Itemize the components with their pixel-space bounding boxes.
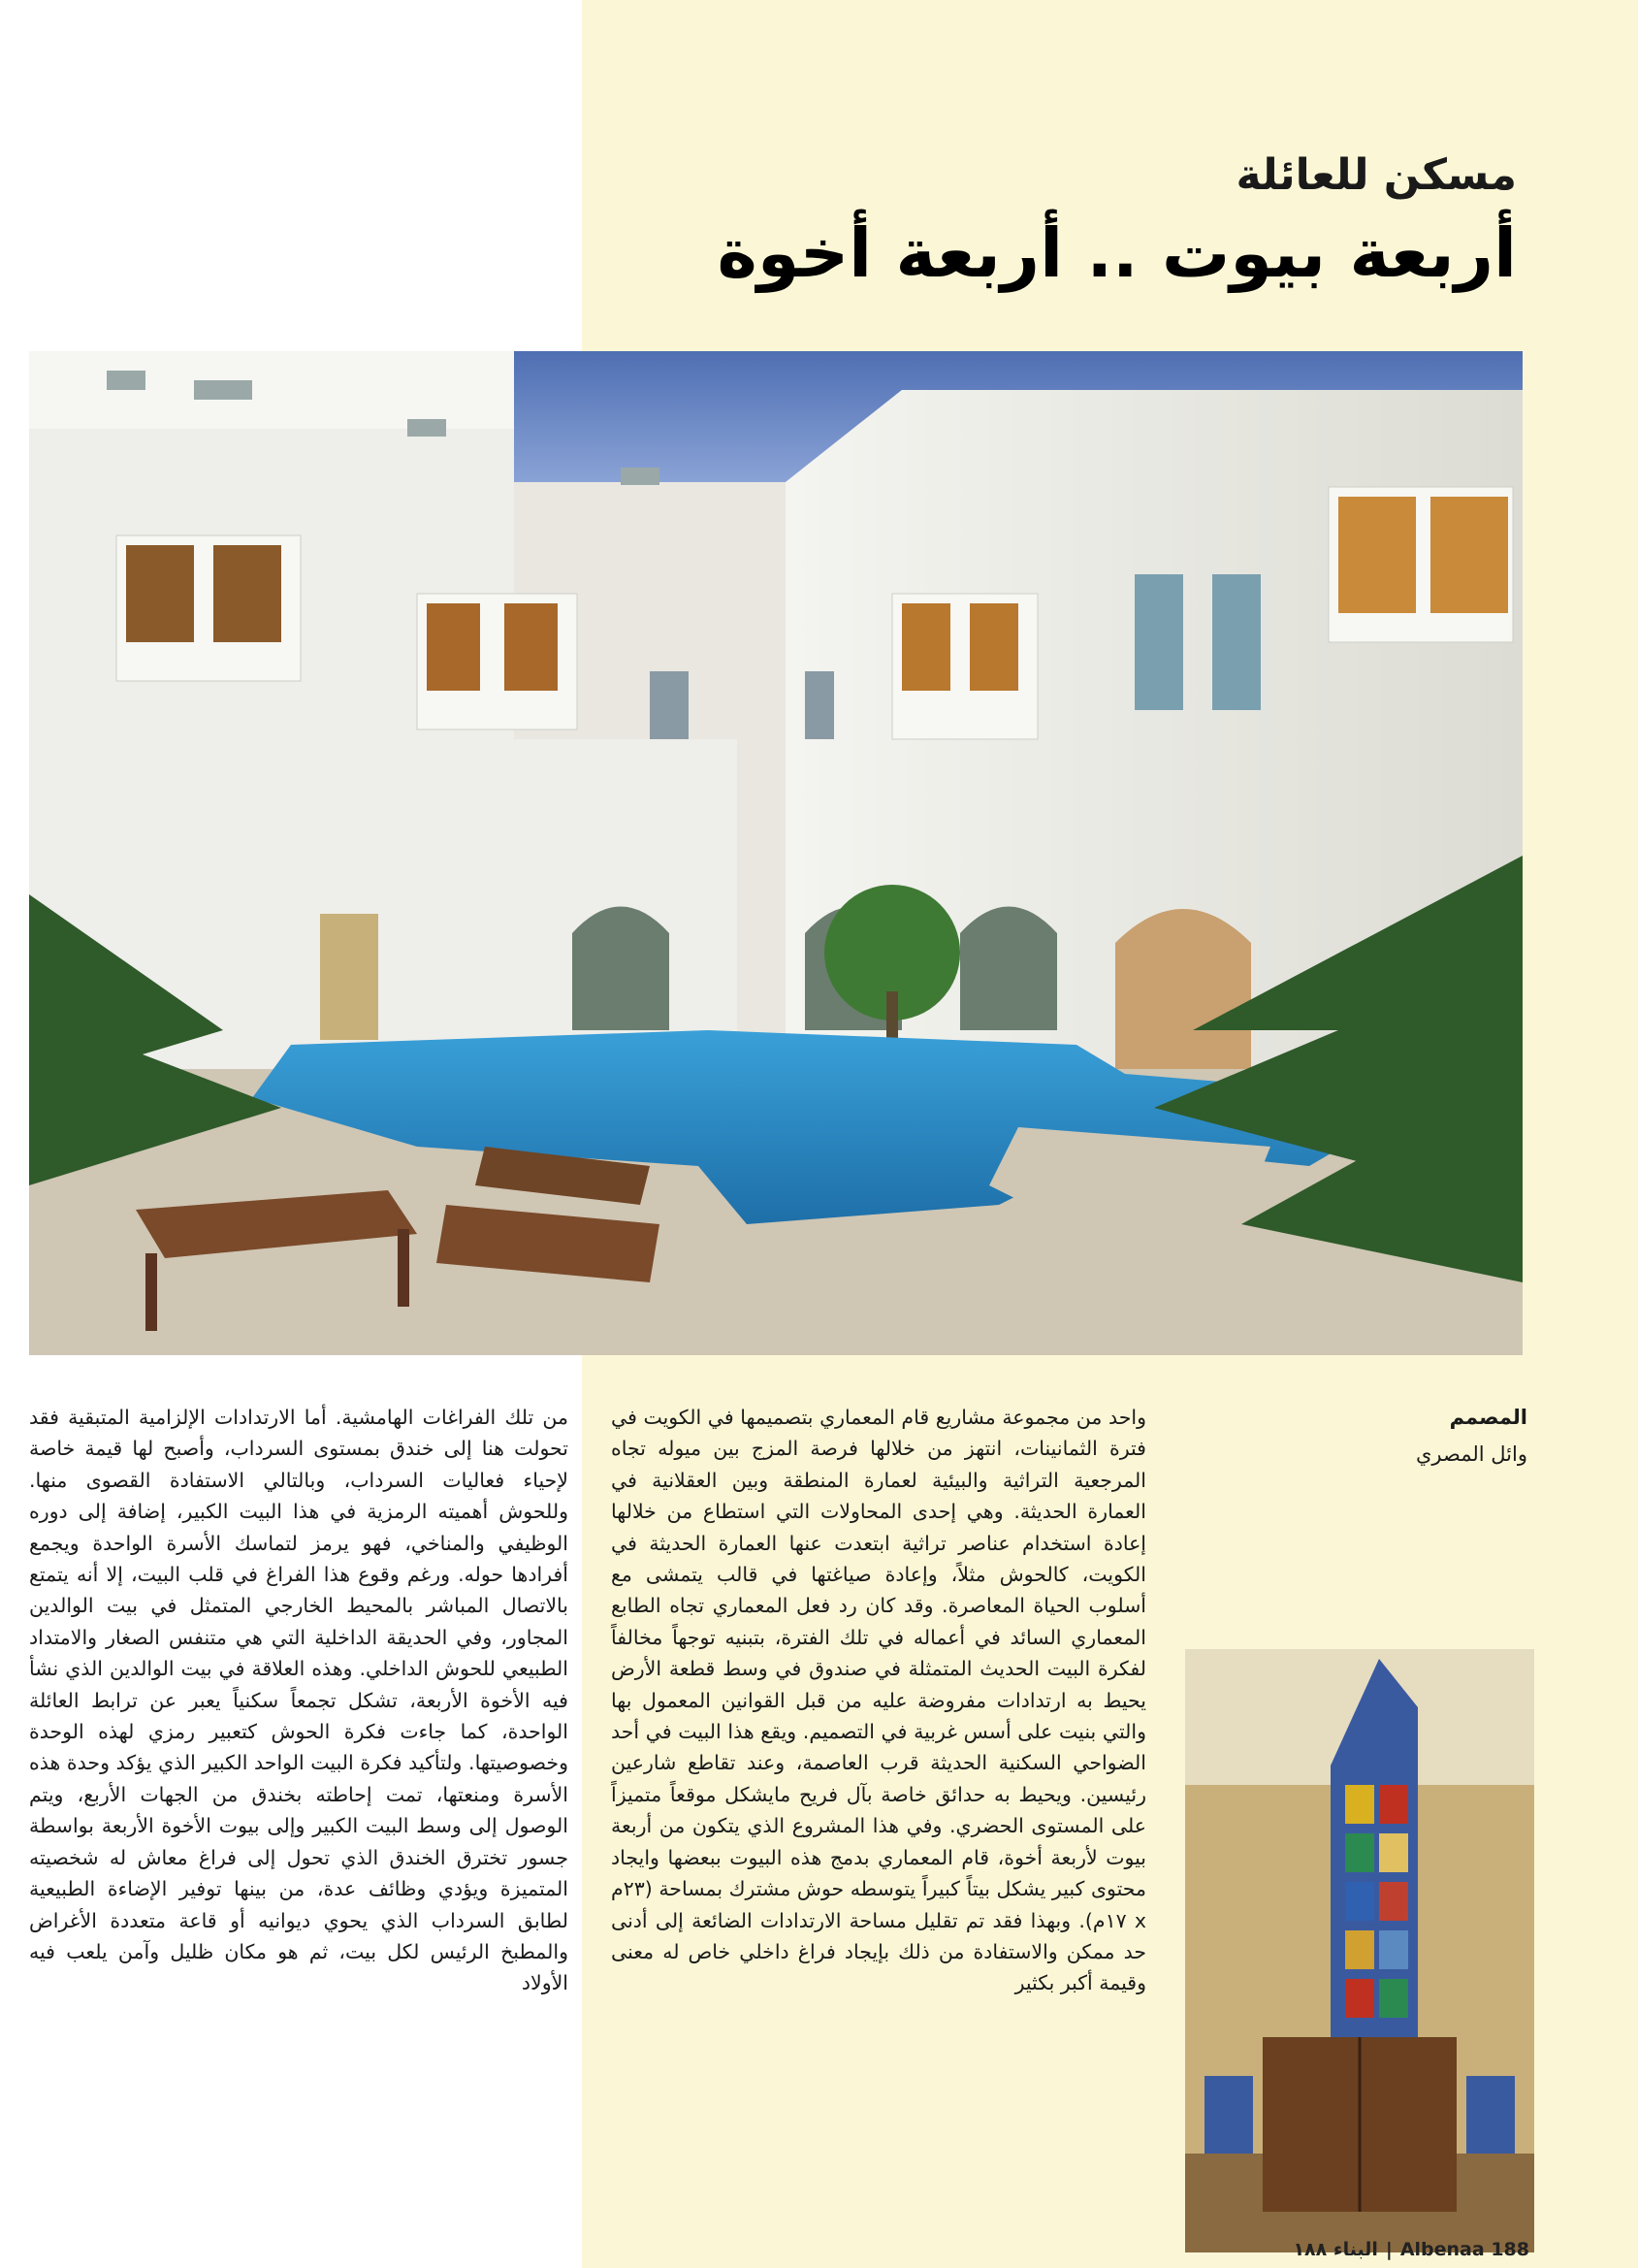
credit-block — [1198, 1402, 1527, 1471]
courtyard-pool-photo — [29, 351, 1523, 1355]
article-title: أربعة بيوت .. أربعة أخوة — [717, 213, 1517, 293]
stained-glass-stairwell-photo — [1185, 1649, 1534, 2252]
article-kicker: مسكن للعائلة — [1236, 150, 1517, 200]
designer-label: المصمم — [1449, 1406, 1527, 1429]
article-headline — [718, 150, 1517, 293]
designer-name: وائل المصري — [1415, 1442, 1527, 1467]
article-column-middle: واحد من مجموعة مشاريع قام المعماري بتصميمها في الكويت في فترة الثمانينات، انتهز من خلالها فرصة المزج بين ميوله تجاه المرجعية التراثية والبيئية لعمارة المنطقة وبين العقلانية في العمارة الحديثة. وهي إحدى المحاولات التي استطاع من خلالها إعادة استخدام عناصر تراثية ابتعدت عنها العمارة الحديثة في الكويت، كالحوش مثلاً، وإعادة صياغتها في قالب يتمشى مع أسلوب الحياة المعاصرة. وقد كان رد فعل المعماري تجاه الطابع المعماري السائد في أعماله في تلك الفترة، بتبنيه توجهاً مخالفاً لفكرة البيت الحديث المتمثلة في صندوق في وسط قطعة الأرض يحيط به ارتدادات مفروضة عليه من قبل القوانين المعمول بها والتي بنيت على أسس غربية في التصميم. ويقع هذا البيت في أحد الضواحي السكنية الحديثة قرب العاصمة، وعند تقاطع شارعين رئيسين. ويحيط به حدائق خاصة بآل فريح مايشكل موقعاً متميزاً على المستوى الحضري. وفي هذا المشروع الذي يتكون من أربعة بيوت لأربعة أخوة، قام المعماري بدمج هذه البيوت ببعضها وايجاد محتوى كبير يشكل بيتاً كبيراً يتوسطه حوش مشترك بمساحة (٢٣م x ١٧م). وبهذا فقد تم تقليل مساحة الارتدادات الضائعة إلى أدنى حد ممكن والاستفادة من ذلك بإيجاد فراغ داخلي خاص له معنى وقيمة أكبر بكثير — [611, 1406, 1146, 1995]
article-column-left: من تلك الفراغات الهامشية. أما الارتدادات الإلزامية المتبقية فقد تحولت هنا إلى خندق بمستوى السرداب، وأصبح لها قيمة خاصة لإحياء فعاليات السرداب، وبالتالي الاستفادة القصوى منها. وللحوش أهميته الرمزية في هذا البيت الكبير، إضافة إلى دوره الوظيفي والمناخي، فهو يرمز لتماسك الأسرة الواحدة ويجمع أفرادها حوله. ورغم وقوع هذا الفراغ في قلب البيت، إلا أنه يتمتع بالاتصال المباشر بالمحيط الخارجي المتمثل في بيت الوالدين المجاور، وفي الحديقة الداخلية التي هي متنفس الصغار والامتداد الطبيعي للحوش الداخلي. وهذه العلاقة في بيت الوالدين الذي نشأ فيه الأخوة الأربعة، تشكل تجمعاً سكنياً يعبر عن ترابط العائلة الواحدة، كما جاءت فكرة الحوش كتعبير رمزي لهذه الوحدة وخصوصيتها. ولتأكيد فكرة البيت الواحد الكبير الذي يؤكد وحدة هذه الأسرة ومنعتها، تمت إحاطته بخندق من الجهات الأربع، ويتم الوصول إلى وسط البيت الكبير وإلى بيوت الأخوة الأربعة بواسطة جسور تخترق الخندق الذي تحول إلى فراغ معاش له شخصيته المتميزة ويؤدي وظائف عدة، من بينها توفير الإضاءة الطبيعية لطابق السرداب الذي يحوي ديوانيه أو قاعة متعددة الأغراض والمطبخ الرئيس لكل بيت، ثم هو مكان ظليل وآمن يلعب فيه الأولاد — [29, 1406, 568, 1995]
page-number-latin: 188 Albenaa — [1399, 2239, 1529, 2260]
page-number-arabic: البناء ١٨٨ — [1293, 2239, 1378, 2260]
footer-separator: | — [1385, 2239, 1393, 2260]
page-footer — [1289, 2239, 1533, 2260]
